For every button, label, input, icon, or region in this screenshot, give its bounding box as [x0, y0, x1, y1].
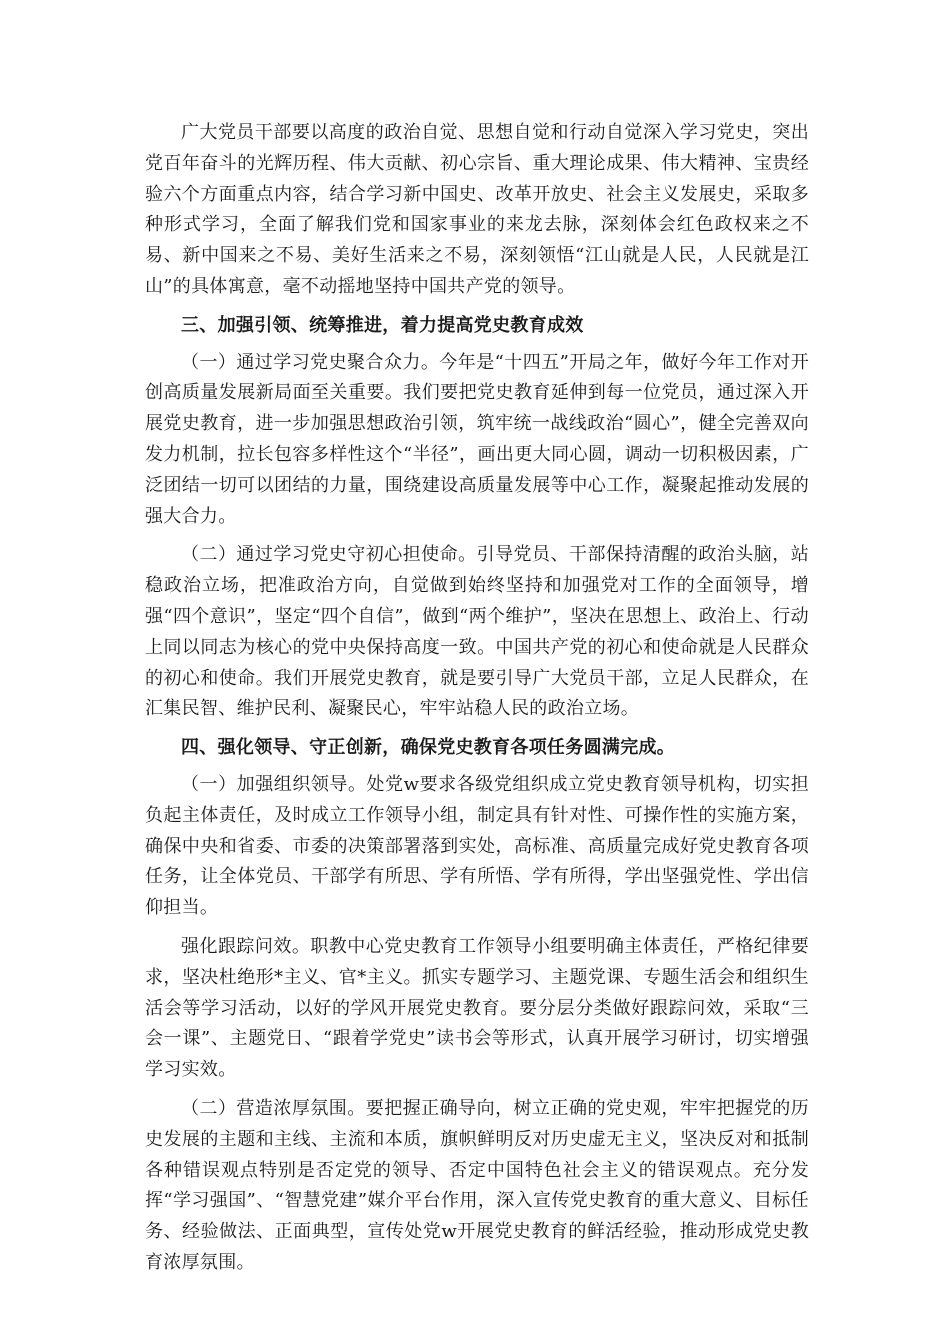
section-heading-three: 三、加强引领、统筹推进，着力提高党史教育成效 [181, 314, 584, 336]
paragraph-gather-strength: （一）通过学习党史聚合众力。今年是“十四五”开局之年，做好今年工作对开创高质量发展新局面至关重要。我们要把党史教育延伸到每一位党员，通过深入开展党史教育，进一步加强思想政治引领，筑牢统一战线政治“圆心”，健全完善双向发力机制，拉长包容多样性这个“半径”，画出更大同心圆，调动一切积极因素，广泛团结一切可以团结的力量，围绕建设高质量发展等中心工作，凝聚起推动发展的强大合力。 [145, 351, 809, 527]
document-page [145, 118, 809, 1287]
paragraph-atmosphere: （二）营造浓厚氛围。要把握正确导向，树立正确的党史观，牢牢把握党的历史发展的主题和主线、主流和本质，旗帜鲜明反对历史虚无主义，坚决反对和抵制各种错误观点特别是否定党的领导、否定中国特色社会主义的错误观点。充分发挥“学习强国”、“智慧党建”媒介平台作用，深入宣传党史教育的重大意义、目标任务、经验做法、正面典型，宣传处党w开展党史教育的鲜活经验，推动形成党史教育浓厚氛围。 [145, 1097, 809, 1273]
section-heading-four: 四、强化领导、守正创新，确保党史教育各项任务圆满完成。 [181, 737, 676, 759]
paragraph-original-mission: （二）通过学习党史守初心担使命。引导党员、干部保持清醒的政治头脑，站稳政治立场，把准政治方向，自觉做到始终坚持和加强党对工作的全面领导，增强“四个意识”，坚定“四个自信”，做到“两个维护”，坚决在思想上、政治上、行动上同以同志为核心的党中央保持高度一致。中国共产党的初心和使命就是人民群众的初心和使命。我们开展党史教育，就是要引导广大党员干部，立足人民群众，在汇集民智、维护民利、凝聚民心，牢牢站稳人民的政治立场。 [145, 544, 809, 720]
paragraph-tracking-accountability: 强化跟踪问效。职教中心党史教育工作领导小组要明确主体责任，严格纪律要求，坚决杜绝形*主义、官*主义。抓实专题学习、主题党课、专题生活会和组织生活会等学习活动，以好的学风开展党史教育。要分层分类做好跟踪问效，采取“三会一课”、主题党日、“跟着学党史”读书会等形式，认真开展学习研讨，切实增强学习实效。 [145, 935, 809, 1081]
paragraph-study-party-history: 广大党员干部要以高度的政治自觉、思想自觉和行动自觉深入学习党史，突出党百年奋斗的光辉历程、伟大贡献、初心宗旨、重大理论成果、伟大精神、宝贵经验六个方面重点内容，结合学习新中国史、改革开放史、社会主义发展史，采取多种形式学习，全面了解我们党和国家事业的来龙去脉，深刻体会红色政权来之不易、新中国来之不易、美好生活来之不易，深刻领悟“江山就是人民，人民就是江山”的具体寓意，毫不动摇地坚持中国共产党的领导。 [145, 122, 809, 297]
paragraph-organizational-leadership: （一）加强组织领导。处党w要求各级党组织成立党史教育领导机构，切实担负起主体责任，及时成立工作领导小组，制定具有针对性、可操作性的实施方案，确保中央和省委、市委的决策部署落到实处，高标准、高质量完成好党史教育各项任务，让全体党员、干部学有所思、学有所悟、学有所得，学出坚强党性、学出信仰担当。 [145, 773, 809, 919]
